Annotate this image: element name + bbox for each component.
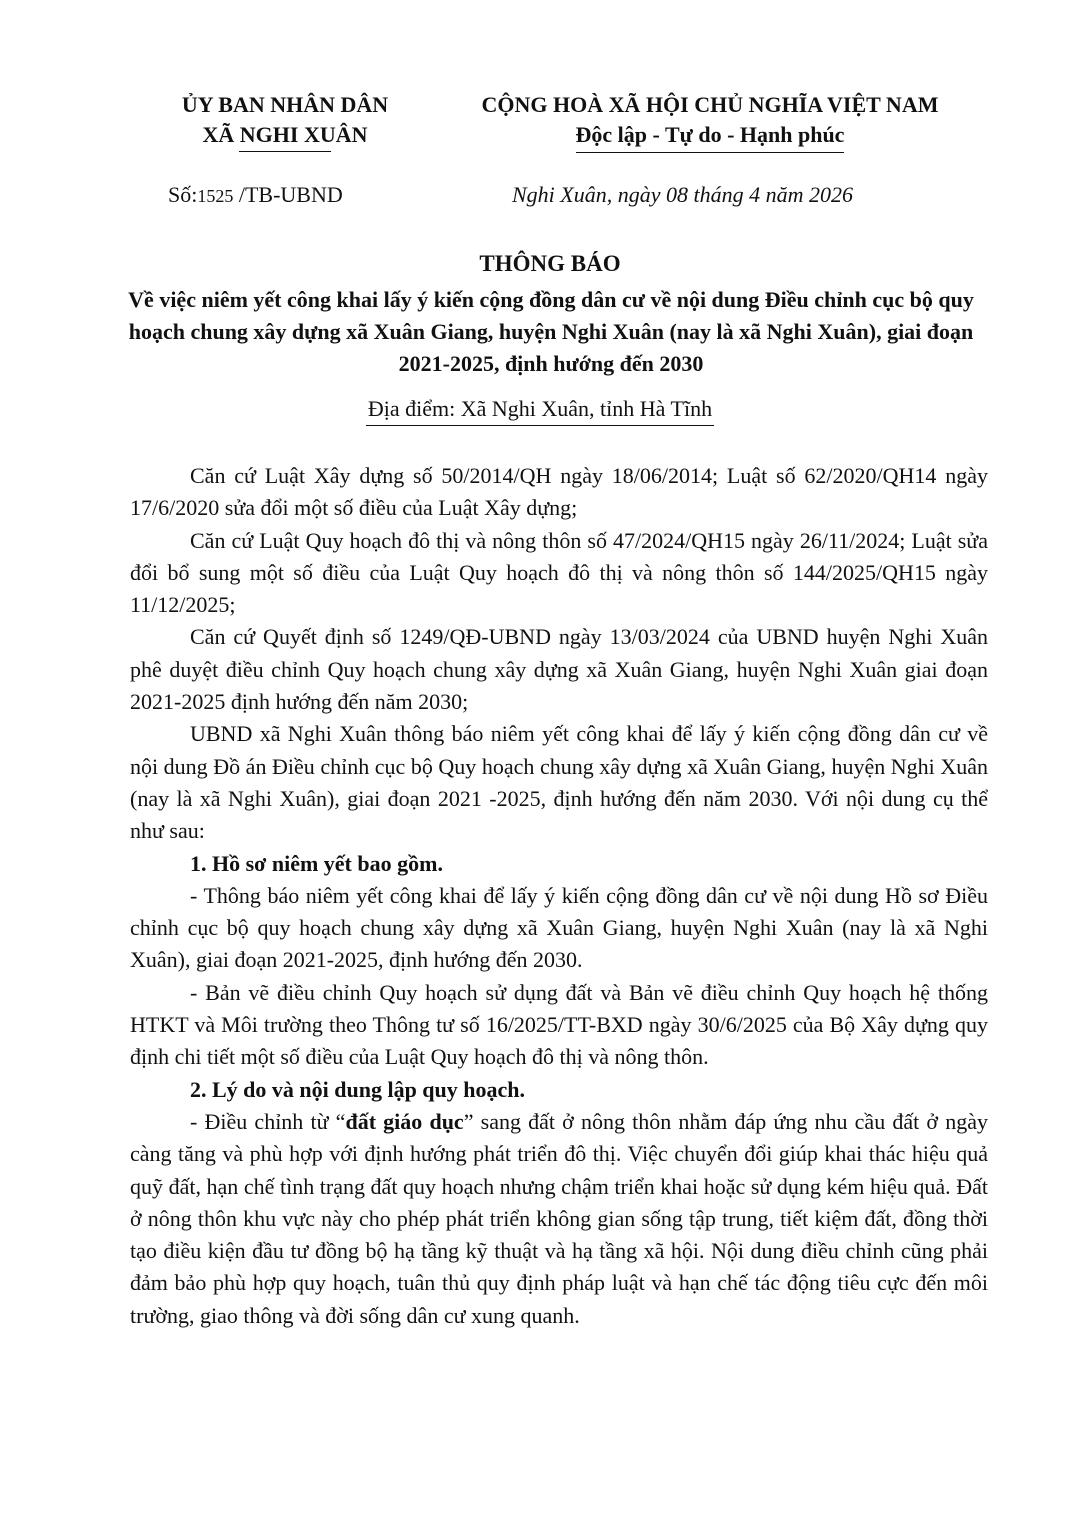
document-date: Nghi Xuân, ngày 08 tháng 4 năm 2026 [512, 182, 853, 207]
paragraph-legal-basis-3: Căn cứ Quyết định số 1249/QĐ-UBND ngày 13/03/2024 của UBND huyện Nghi Xuân phê duyệt điều chỉnh Quy hoạch chung xây dựng xã Xuân Giang, huyện Nghi Xuân giai đoạn 2021-2025 định hướng đến năm 2030; [130, 624, 988, 715]
issuer-underline [239, 151, 331, 152]
issuer-line-2 [203, 120, 368, 150]
national-title-block [455, 90, 965, 153]
section-heading-1: 1. Hồ sơ niêm yết bao gồm. [190, 850, 443, 876]
reason-text-post: ” sang đất ở nông thôn nhằm đáp ứng nhu cầu đất ở ngày càng tăng và phù hợp với định hướng phát triển đô thị. Việc chuyển đổi giúp khai thác hiệu quả quỹ đất, hạn chế tình trạng đất quy hoạch nhưng chậm triển khai hoặc sử dụng kém hiệu quả. Đất ở nông thôn khu vực này cho phép phát triển không gian sống tập trung, tiết kiệm đất, đồng thời tạo điều kiện đầu tư đồng bộ hạ tầng kỹ thuật và hạ tầng xã hội. Nội dung điều chỉnh cũng phải đảm bảo phù hợp quy hoạch, tuân thủ quy định pháp luật và hạn chế tác động tiêu cực đến môi trường, giao thông và đời sống dân cư xung quanh. [130, 1108, 988, 1328]
issuer-line-1: ỦY BAN NHÂN DÂN [181, 92, 389, 117]
reason-text-bold: đất giáo dục [345, 1108, 464, 1134]
document-body [130, 460, 988, 1332]
national-title: CỘNG HOÀ XÃ HỘI CHỦ NGHĨA VIỆT NAM [481, 92, 939, 117]
paragraph-reason [130, 1106, 988, 1332]
issuer-block [150, 90, 420, 150]
national-motto: Độc lập - Tự do - Hạnh phúc [576, 120, 845, 153]
document-title: THÔNG BÁO [479, 251, 621, 276]
location-text: Địa điểm: Xã Nghi Xuân, tỉnh Hà Tĩnh [366, 394, 714, 426]
document-number-value: 1525 [197, 186, 234, 206]
document-number [168, 180, 343, 211]
location-line [0, 394, 1080, 426]
section-heading-2: 2. Lý do và nội dung lập quy hoạch. [190, 1076, 526, 1102]
paragraph-announcement: UBND xã Nghi Xuân thông báo niêm yết công khai để lấy ý kiến cộng đồng dân cư về nội dung Đồ án Điều chỉnh cục bộ Quy hoạch chung xây dựng xã Xuân Giang, huyện Nghi Xuân (nay là xã Nghi Xuân), giai đoạn 2021 -2025, định hướng đến năm 2030. Với nội dung cụ thể như sau: [130, 721, 988, 844]
paragraph-legal-basis-2: Căn cứ Luật Quy hoạch đô thị và nông thôn số 47/2024/QH15 ngày 26/11/2024; Luật sửa đổi bổ sung một số điều của Luật Quy hoạch đô thị và nông thôn số 144/2025/QH15 ngày 11/12/2025; [130, 527, 988, 618]
document-meta [0, 180, 1080, 210]
reason-text-pre: - Điều chỉnh từ “ [190, 1108, 346, 1134]
paragraph-dossier-item-2: - Bản vẽ điều chỉnh Quy hoạch sử dụng đất và Bản vẽ điều chỉnh Quy hoạch hệ thống HTKT và Môi trường theo Thông tư số 16/2025/TT-BXD ngày 30/6/2025 của Bộ Xây dựng quy định chi tiết một số điều của Luật Quy hoạch đô thị và nông thôn. [130, 979, 988, 1070]
document-number-suffix: /TB-UBND [233, 182, 343, 207]
document-number-prefix: Số: [168, 182, 198, 207]
document-subtitle: Về việc niêm yết công khai lấy ý kiến cộng đồng dân cư về nội dung Điều chỉnh cục bộ quy hoạch chung xây dựng xã Xuân Giang, huyện Nghi Xuân (nay là xã Nghi Xuân), giai đoạn 2021-2025, định hướng đến 2030 [128, 287, 974, 376]
paragraph-dossier-item-1: - Thông báo niêm yết công khai để lấy ý kiến cộng đồng dân cư về nội dung Hồ sơ Điều chỉnh cục bộ quy hoạch chung xây dựng xã Xuân Giang, huyện Nghi Xuân (nay là xã Nghi Xuân), giai đoạn 2021-2025, định hướng đến 2030. [130, 882, 988, 973]
document-header [0, 90, 1080, 160]
paragraph-legal-basis-1: Căn cứ Luật Xây dựng số 50/2014/QH ngày 18/06/2014; Luật số 62/2020/QH14 ngày 17/6/2020 sửa đổi một số điều của Luật Xây dựng; [130, 463, 988, 521]
issuer-name: XÃ NGHI XUÂN [202, 122, 368, 147]
